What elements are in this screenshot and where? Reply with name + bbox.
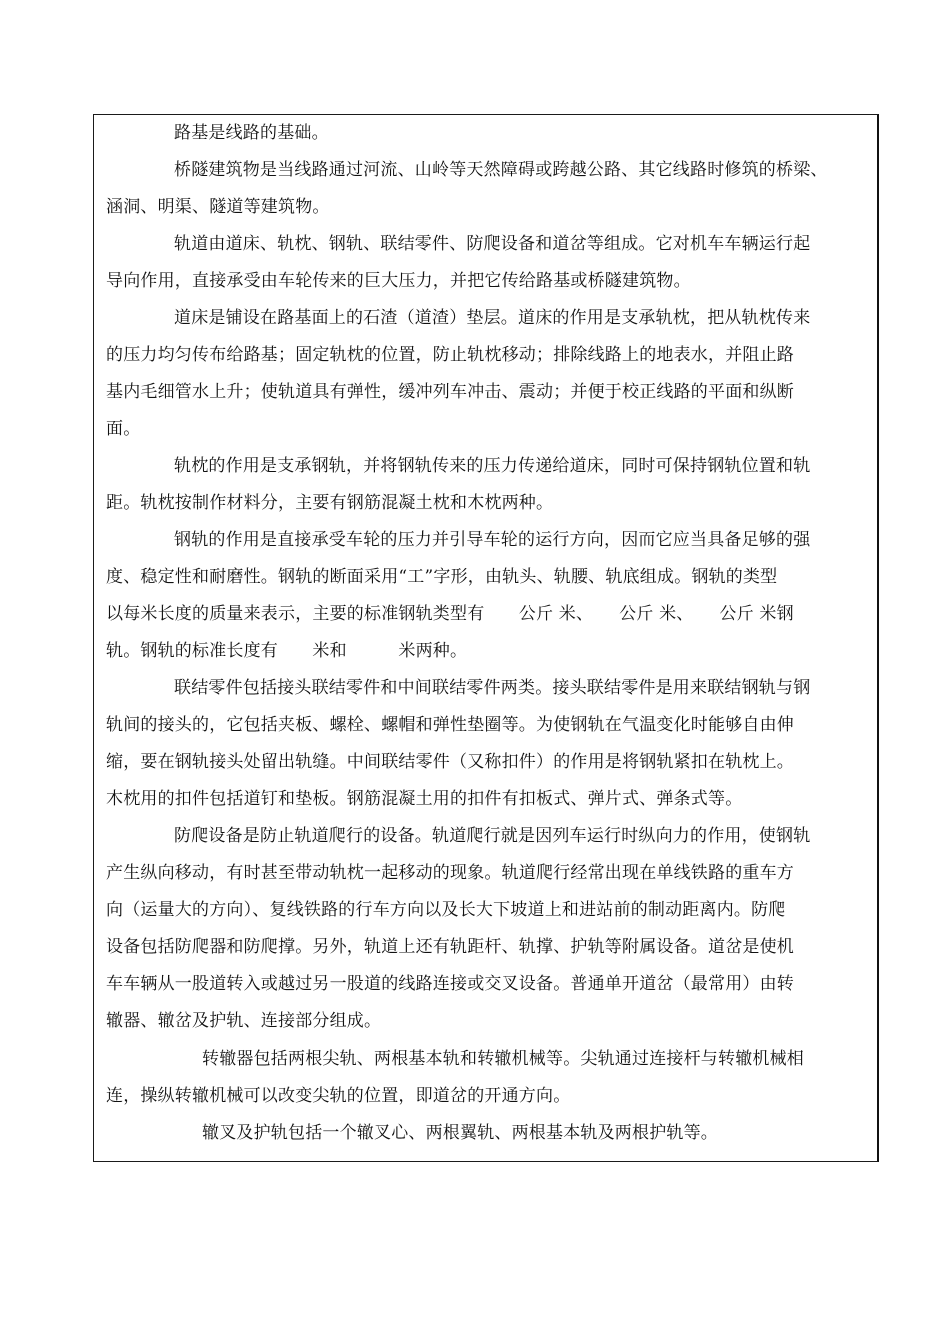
- paragraph-line: 道床是铺设在路基面上的石渣（道渣）垫层。道床的作用是支承轨枕，把从轨枕传来: [174, 308, 811, 328]
- paragraph: [106, 300, 866, 448]
- paragraph: [106, 818, 866, 1040]
- paragraph-line: 桥隧建筑物是当线路通过河流、山岭等天然障碍或跨越公路、其它线路时修筑的桥梁、: [174, 160, 828, 180]
- paragraph-line: 防爬设备是防止轨道爬行的设备。轨道爬行就是因列车运行时纵向力的作用，使钢轨: [174, 826, 811, 846]
- paragraph-line: 转辙器包括两根尖轨、两根基本轨和转辙机械等。尖轨通过连接杆与转辙机械相: [202, 1049, 804, 1069]
- paragraph-line: 辙叉及护轨包括一个辙叉心、两根翼轨、两根基本轨及两根护轨等。: [202, 1123, 718, 1143]
- paragraph: [106, 115, 866, 152]
- paragraph-line: 距。轨枕按制作材料分，主要有钢筋混凝土枕和木枕两种。: [106, 493, 554, 513]
- paragraph: [106, 670, 866, 818]
- paragraph-line: 产生纵向移动，有时甚至带动轨枕一起移动的现象。轨道爬行经常出现在单线铁路的重车方: [106, 863, 794, 883]
- paragraph-line: 面。: [106, 419, 141, 439]
- paragraph-line: 轨。钢轨的标准长度有 米和 米两种。: [106, 641, 468, 661]
- paragraph: [106, 1115, 866, 1152]
- paragraph-line: 设备包括防爬器和防爬撑。另外，轨道上还有轨距杆、轨撑、护轨等附属设备。道岔是使机: [106, 937, 794, 957]
- paragraph-line: 缩，要在钢轨接头处留出轨缝。中间联结零件（又称扣件）的作用是将钢轨紧扣在轨枕上。: [106, 752, 794, 772]
- paragraph: [106, 448, 866, 522]
- document-frame: [93, 114, 879, 1162]
- paragraph-line: 度、稳定性和耐磨性。钢轨的断面采用“工”字形，由轨头、轨腰、轨底组成。钢轨的类型: [106, 567, 778, 587]
- paragraph-line: 联结零件包括接头联结零件和中间联结零件两类。接头联结零件是用来联结钢轨与钢: [174, 678, 811, 698]
- paragraph-line: 涵洞、明渠、隧道等建筑物。: [106, 197, 330, 217]
- paragraph-line: 钢轨的作用是直接承受车轮的压力并引导车轮的运行方向，因而它应当具备足够的强: [174, 530, 811, 550]
- paragraph-line: 轨枕的作用是支承钢轨，并将钢轨传来的压力传递给道床，同时可保持钢轨位置和轨: [174, 456, 811, 476]
- paragraph-line: 轨道由道床、轨枕、钢轨、联结零件、防爬设备和道岔等组成。它对机车车辆运行起: [174, 234, 811, 254]
- paragraph-line: 木枕用的扣件包括道钉和垫板。钢筋混凝土用的扣件有扣板式、弹片式、弹条式等。: [106, 789, 743, 809]
- paragraph-line: 的压力均匀传布给路基；固定轨枕的位置，防止轨枕移动；排除线路上的地表水，并阻止路: [106, 345, 794, 365]
- paragraph: [106, 226, 866, 300]
- paragraph-line: 轨间的接头的，它包括夹板、螺栓、螺帽和弹性垫圈等。为使钢轨在气温变化时能够自由伸: [106, 715, 794, 735]
- paragraph-line: 向（运量大的方向）、复线铁路的行车方向以及长大下坡道上和进站前的制动距离内。防爬: [106, 900, 786, 920]
- paragraph: [106, 1041, 866, 1115]
- paragraph-line: 连，操纵转辙机械可以改变尖轨的位置，即道岔的开通方向。: [106, 1086, 571, 1106]
- paragraph-line: 基内毛细管水上升；使轨道具有弹性，缓冲列车冲击、震动；并便于校正线路的平面和纵断: [106, 382, 794, 402]
- paragraph-line: 车车辆从一股道转入或越过另一股道的线路连接或交叉设备。普通单开道岔（最常用）由转: [106, 974, 794, 994]
- paragraph-line: 路基是线路的基础。: [174, 123, 329, 143]
- paragraph: [106, 152, 866, 226]
- paragraph: [106, 522, 866, 670]
- paragraph-line: 辙器、辙岔及护轨、连接部分组成。: [106, 1011, 382, 1031]
- paragraph-line: 导向作用，直接承受由车轮传来的巨大压力，并把它传给路基或桥隧建筑物。: [106, 271, 691, 291]
- paragraph-line: 以每米长度的质量来表示，主要的标准钢轨类型有 公斤 米、 公斤 米、 公斤 米钢: [106, 604, 794, 624]
